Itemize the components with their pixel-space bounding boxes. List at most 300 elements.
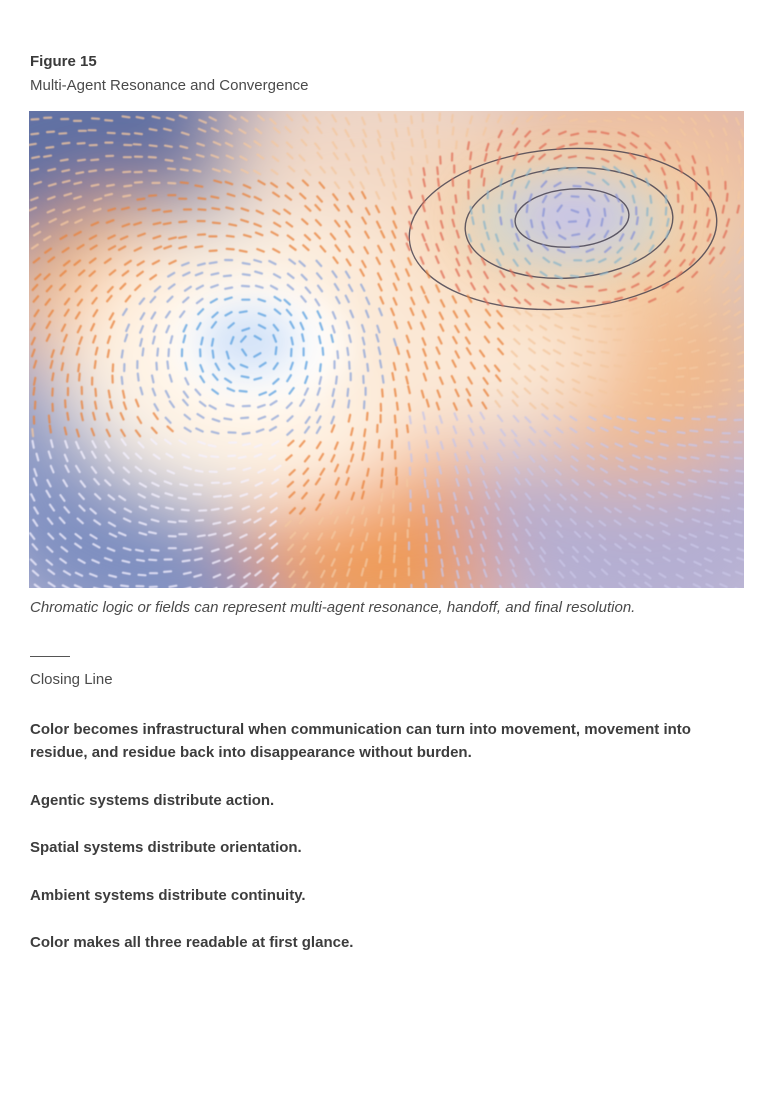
field-vector-dash [738, 508, 744, 510]
field-vector-dash [381, 494, 382, 501]
field-vector-dash [149, 157, 156, 158]
field-vector-dash [153, 210, 160, 211]
field-vector-dash [367, 364, 368, 371]
field-vector-dash [32, 429, 33, 436]
field-vector-dash [95, 402, 96, 409]
field-vector-dash [61, 160, 68, 161]
field-vector-dash [302, 334, 304, 341]
field-vector-dash [347, 348, 348, 355]
field-vector-dash [181, 169, 188, 170]
field-vector-dash [212, 509, 219, 510]
field-vector-dash [452, 115, 453, 122]
field-vector-dash [34, 388, 35, 395]
field-vector-dash [138, 199, 145, 200]
field-vector-dash [707, 208, 708, 215]
field-vector-dash [570, 144, 577, 145]
closing-paragraph: Color makes all three readable at first glance. [30, 934, 354, 951]
field-vector-dash [122, 351, 123, 358]
field-vector-dash [48, 169, 55, 171]
field-vector-dash [601, 365, 608, 367]
field-vector-dash [502, 191, 503, 198]
field-vector-dash [364, 442, 365, 449]
field-vector-dash [82, 401, 83, 408]
field-vector-dash [426, 546, 427, 553]
field-vector-dash [735, 458, 742, 459]
field-vector-dash [423, 571, 424, 578]
field-vector-dash [240, 251, 247, 252]
field-vector-dash [720, 404, 727, 405]
field-vector-dash [228, 456, 235, 457]
field-vector-dash [468, 142, 469, 149]
field-vector-dash [47, 132, 54, 133]
field-vector-dash [380, 547, 381, 554]
field-vector-dash [453, 179, 454, 186]
field-vector-dash [442, 569, 443, 576]
field-vector-dash [123, 573, 130, 574]
field-vector-dash [678, 182, 679, 189]
field-vector-dash [379, 440, 380, 447]
field-vector-dash [198, 535, 205, 536]
field-vector-dash [181, 182, 188, 183]
field-vector-dash [228, 468, 235, 469]
field-vector-dash [243, 444, 250, 445]
field-vector-dash [438, 179, 439, 186]
field-vector-dash [227, 236, 234, 237]
field-vector-dash [123, 116, 130, 117]
field-vector-dash [214, 496, 221, 497]
field-vector-dash [106, 169, 113, 170]
field-vector-dash [722, 168, 723, 175]
field-vector-dash [319, 336, 320, 343]
field-vector-dash [62, 170, 69, 172]
field-vector-dash [241, 418, 248, 419]
field-vector-dash [76, 172, 83, 173]
field-vector-dash [213, 223, 220, 224]
field-vector-dash [425, 140, 426, 147]
field-vector-dash [482, 170, 483, 177]
field-vector-dash [195, 186, 202, 187]
field-vector-dash [320, 364, 321, 371]
field-vector-dash [382, 453, 383, 460]
field-vector-dash [720, 483, 727, 484]
field-vector-dash [382, 469, 383, 476]
field-vector-dash [645, 403, 652, 404]
field-vector-dash [105, 586, 112, 588]
field-vector-dash [709, 481, 716, 483]
field-vector-dash [484, 179, 485, 186]
field-vector-dash [425, 480, 426, 487]
field-vector-dash [123, 134, 130, 135]
field-vector-dash [196, 471, 203, 472]
field-vector-dash [678, 445, 685, 446]
field-vector-dash [407, 425, 408, 432]
field-vector-dash [122, 377, 123, 384]
field-vector-dash [393, 505, 394, 512]
field-vector-dash [212, 339, 213, 346]
field-vector-dash [123, 172, 130, 173]
field-vector-dash [134, 144, 141, 145]
field-vector-dash [500, 217, 501, 224]
field-vector-dash [195, 485, 202, 486]
field-vector-dash [650, 196, 651, 203]
field-vector-dash [660, 363, 667, 364]
field-vector-dash [601, 219, 602, 226]
field-vector-dash [91, 160, 98, 161]
field-vector-dash [735, 482, 742, 483]
field-vector-dash [164, 571, 171, 572]
field-vector-dash [380, 555, 381, 562]
field-vector-dash [164, 223, 171, 224]
field-vector-dash [227, 249, 234, 250]
field-vector-dash [727, 155, 729, 162]
field-vector-dash [164, 211, 171, 212]
field-vector-dash [333, 389, 335, 396]
field-vector-dash [423, 506, 424, 513]
field-vector-dash [456, 195, 457, 202]
field-vector-dash [105, 120, 112, 121]
field-vector-dash [571, 134, 578, 136]
field-vector-dash [425, 469, 426, 476]
section-divider [30, 656, 70, 657]
field-vector-dash [124, 186, 131, 187]
field-vector-dash [209, 534, 216, 536]
field-vector-dash [440, 505, 441, 512]
field-vector-dash [179, 498, 186, 499]
field-vector-dash [63, 143, 70, 144]
field-vector-dash [213, 351, 214, 358]
field-vector-dash [704, 471, 711, 472]
field-vector-dash [527, 205, 528, 212]
field-vector-dash [157, 349, 158, 356]
field-vector-dash [229, 224, 236, 225]
field-vector-dash [737, 405, 744, 406]
field-vector-dash [427, 490, 428, 497]
field-vector-dash [349, 415, 351, 422]
field-vector-dash [738, 192, 739, 199]
field-vector-dash [569, 156, 576, 157]
field-vector-dash [185, 363, 187, 370]
field-vector-dash [682, 206, 683, 213]
field-vector-dash [67, 375, 68, 382]
field-vector-dash [472, 217, 473, 224]
field-vector-dash [586, 273, 593, 274]
field-vector-dash [691, 457, 698, 458]
field-vector-dash [62, 363, 63, 370]
field-vector-dash [381, 480, 382, 487]
field-vector-dash [179, 222, 186, 223]
field-vector-dash [184, 550, 191, 551]
field-vector-dash [92, 185, 99, 186]
field-vector-dash [471, 207, 472, 214]
field-vector-dash [721, 380, 728, 381]
field-vector-dash [362, 453, 364, 460]
field-vector-dash [49, 416, 50, 423]
field-vector-dash [211, 456, 218, 457]
field-vector-dash [615, 366, 622, 367]
field-vector-dash [409, 404, 410, 411]
field-vector-dash [666, 208, 667, 215]
field-vector-dash [135, 133, 142, 134]
field-vector-dash [242, 286, 249, 287]
field-vector-dash [663, 420, 670, 421]
field-vector-dash [707, 455, 714, 456]
field-vector-dash [442, 560, 443, 567]
field-vector-dash [411, 454, 412, 461]
field-vector-dash [411, 157, 413, 164]
field-vector-dash [305, 362, 306, 369]
field-vector-dash [439, 493, 440, 500]
field-vector-dash [587, 158, 594, 159]
field-vector-dash [664, 405, 671, 406]
field-vector-dash [426, 518, 427, 525]
field-vector-dash [136, 550, 143, 551]
field-vector-dash [408, 128, 409, 135]
field-vector-dash [349, 335, 351, 342]
field-vector-dash [707, 168, 708, 175]
field-vector-dash [543, 209, 544, 216]
field-vector-dash [320, 377, 322, 384]
field-vector-dash [139, 208, 146, 209]
field-vector-dash [739, 390, 744, 391]
field-vector-dash [196, 520, 203, 521]
field-vector-dash [599, 342, 606, 343]
field-vector-dash [32, 157, 39, 158]
field-vector-dash [195, 559, 202, 561]
field-vector-dash [123, 561, 130, 563]
field-vector-dash [666, 196, 667, 203]
field-vector-dash [108, 350, 109, 357]
field-vector-dash [383, 376, 384, 383]
field-vector-dash [633, 402, 640, 404]
field-vector-dash [588, 313, 595, 314]
field-vector-dash [166, 160, 173, 161]
field-vector-dash [225, 288, 232, 289]
field-vector-dash [483, 205, 484, 212]
field-vector-dash [164, 129, 171, 131]
field-vector-dash [514, 192, 515, 199]
field-vector-dash [59, 133, 66, 134]
field-vector-dash [395, 115, 397, 122]
field-vector-dash [426, 455, 427, 462]
field-vector-dash [276, 347, 277, 354]
field-vector-dash [137, 560, 144, 561]
field-vector-dash [291, 338, 292, 345]
field-vector-dash [105, 194, 112, 196]
field-vector-dash [618, 355, 625, 356]
field-vector-dash [331, 335, 333, 342]
field-vector-dash [393, 517, 394, 524]
field-vector-dash [395, 545, 396, 552]
field-vector-dash [394, 555, 395, 562]
field-vector-dash [721, 470, 728, 471]
field-vector-dash [381, 571, 382, 578]
field-vector-dash [659, 339, 666, 340]
field-vector-dash [152, 550, 159, 551]
field-vector-dash [150, 129, 157, 130]
field-vector-dash [149, 532, 156, 533]
field-vector-dash [211, 197, 218, 198]
field-vector-dash [33, 441, 34, 448]
field-vector-dash [424, 168, 425, 175]
field-vector-dash [29, 144, 36, 145]
field-vector-dash [614, 316, 621, 317]
field-vector-dash [201, 338, 203, 345]
field-vector-dash [336, 377, 337, 384]
field-vector-dash [409, 442, 410, 449]
field-vector-dash [395, 389, 396, 396]
field-vector-dash [621, 217, 622, 224]
field-vector-dash [135, 182, 142, 183]
field-vector-dash [364, 429, 365, 436]
field-vector-dash [408, 386, 410, 393]
closing-paragraph: Color becomes infrastructural when communication can turn into movement, movement into residue, and residue back into disappearance without burden. [30, 721, 691, 761]
field-vector-dash [427, 156, 428, 163]
field-vector-dash [243, 263, 250, 264]
field-vector-dash [531, 220, 532, 227]
field-vector-dash [364, 350, 365, 357]
field-vector-dash [572, 302, 579, 304]
field-vector-dash [46, 147, 53, 148]
field-vector-dash [170, 586, 177, 587]
field-vector-dash [78, 143, 85, 144]
field-vector-dash [167, 362, 168, 369]
field-vector-dash [379, 586, 380, 589]
field-vector-dash [439, 467, 441, 474]
field-vector-dash [470, 152, 471, 159]
field-vector-dash [240, 311, 247, 312]
field-vector-dash [437, 167, 438, 174]
field-vector-dash [675, 354, 682, 355]
field-vector-dash [599, 290, 606, 291]
field-vector-dash [183, 560, 190, 561]
field-vector-dash [182, 510, 189, 511]
field-vector-dash [693, 470, 700, 472]
field-vector-dash [427, 441, 428, 448]
field-vector-dash [81, 413, 83, 420]
field-vector-dash [442, 586, 443, 588]
field-vector-dash [381, 519, 382, 526]
field-vector-dash [194, 170, 201, 172]
field-vector-dash [572, 234, 579, 235]
field-vector-dash [721, 457, 728, 458]
field-vector-dash [224, 483, 231, 484]
field-vector-dash [511, 220, 512, 227]
field-vector-dash [243, 433, 250, 434]
field-vector-dash [153, 117, 160, 119]
field-vector-dash [454, 547, 456, 554]
field-vector-dash [195, 246, 202, 247]
field-vector-dash [395, 533, 396, 540]
field-vector-dash [337, 351, 338, 358]
field-vector-dash [89, 171, 96, 172]
field-vector-dash [395, 569, 396, 576]
field-vector-dash [394, 584, 395, 588]
field-vector-dash [154, 223, 161, 225]
field-vector-dash [224, 276, 231, 277]
figure-title: Multi-Agent Resonance and Convergence [30, 77, 309, 94]
field-vector-dash [484, 222, 486, 229]
field-vector-dash [150, 145, 157, 146]
field-vector-dash [410, 416, 411, 423]
field-vector-dash [195, 548, 202, 549]
field-vector-dash [441, 207, 443, 214]
field-vector-dash [224, 418, 231, 419]
field-vector-dash [95, 361, 96, 368]
figure-caption: Chromatic logic or fields can represent multi-agent resonance, handoff, and final resolution. [30, 599, 636, 616]
field-vector-dash [589, 326, 596, 327]
field-vector-dash [678, 368, 685, 369]
field-vector-dash [184, 572, 191, 574]
closing-paragraph: Spatial systems distribute orientation. [30, 839, 302, 856]
field-vector-dash [676, 418, 683, 419]
field-vector-dash [437, 520, 438, 527]
field-vector-dash [396, 129, 398, 136]
field-vector-dash [348, 401, 349, 408]
field-vector-dash [574, 186, 581, 187]
field-vector-dash [323, 348, 324, 355]
field-vector-dash [165, 146, 172, 147]
field-vector-dash [629, 381, 636, 382]
field-vector-dash [379, 533, 380, 540]
field-vector-dash [723, 389, 730, 390]
closing-paragraph: Agentic systems distribute action. [30, 792, 275, 809]
field-vector-dash [224, 495, 231, 496]
field-vector-dash [439, 546, 440, 553]
field-vector-dash [209, 445, 216, 446]
field-vector-dash [422, 130, 423, 137]
field-vector-dash [604, 120, 611, 121]
field-vector-dash [615, 298, 622, 300]
field-vector-dash [394, 363, 396, 370]
field-vector-dash [679, 457, 686, 459]
field-vector-dash [393, 491, 394, 498]
field-vector-dash [646, 339, 653, 340]
field-vector-dash [571, 276, 578, 277]
field-vector-dash [470, 166, 471, 173]
field-vector-dash [650, 218, 651, 225]
field-vector-dash [199, 209, 206, 210]
field-vector-dash [705, 391, 712, 392]
field-vector-dash [149, 195, 156, 196]
field-vector-dash [645, 351, 652, 352]
field-vector-dash [137, 117, 144, 118]
field-vector-dash [648, 418, 655, 419]
field-vector-dash [239, 457, 246, 458]
field-vector-dash [152, 376, 154, 383]
field-vector-dash [426, 584, 427, 588]
field-vector-dash [74, 182, 81, 184]
field-vector-dash [382, 390, 383, 397]
figure-image [29, 111, 744, 588]
field-vector-dash [412, 139, 413, 146]
field-vector-dash [604, 209, 605, 216]
field-vector-dash [348, 389, 349, 396]
field-vector-dash [79, 374, 80, 381]
field-vector-dash [453, 207, 454, 214]
field-vector-dash [143, 349, 144, 356]
field-vector-dash [180, 484, 187, 486]
field-vector-dash [243, 274, 250, 275]
field-vector-dash [199, 455, 206, 457]
field-vector-dash [168, 169, 175, 170]
field-vector-dash [67, 413, 68, 420]
field-vector-dash [213, 522, 220, 524]
field-vector-dash [139, 575, 146, 576]
field-vector-dash [149, 560, 156, 561]
field-vector-dash [184, 158, 191, 160]
field-vector-dash [423, 179, 425, 186]
field-vector-dash [426, 559, 427, 566]
